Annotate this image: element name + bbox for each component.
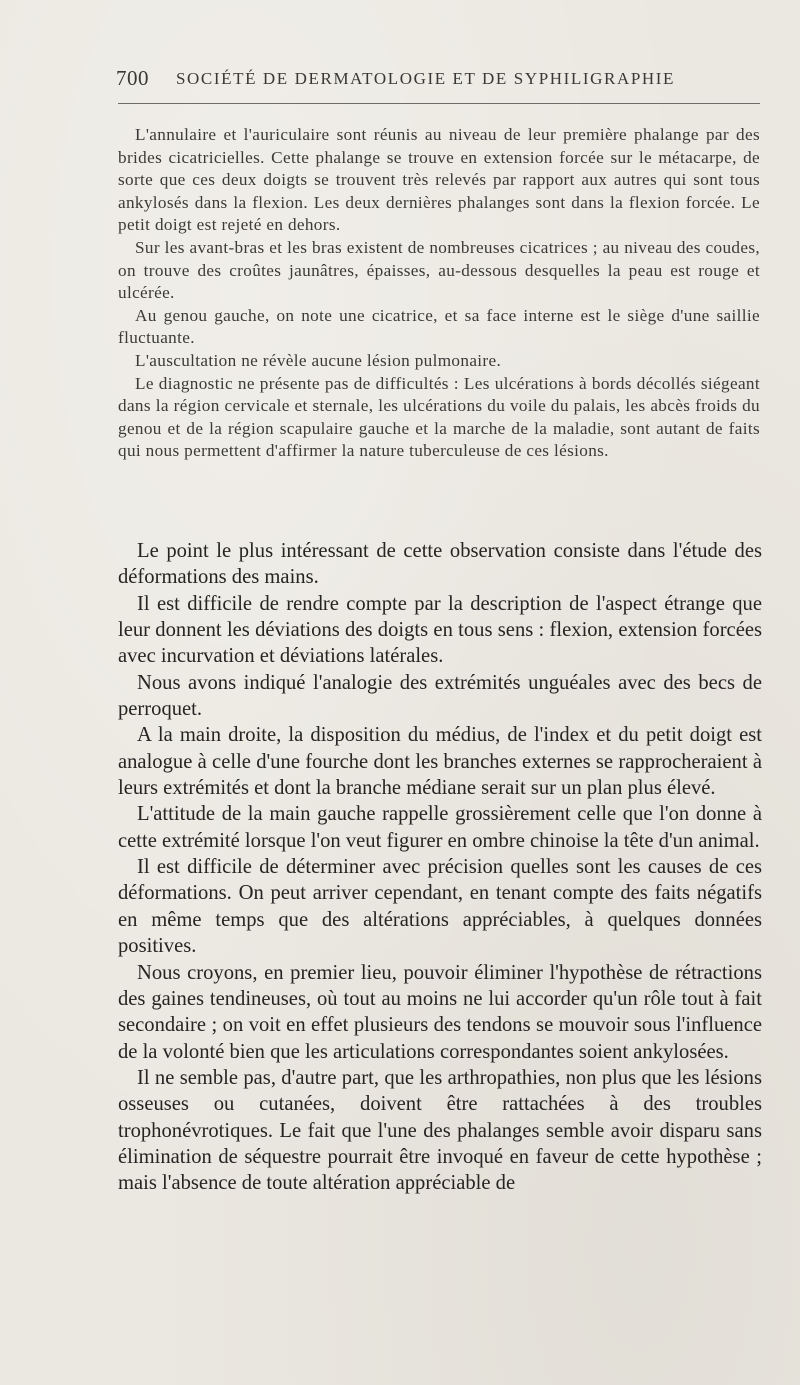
paragraph: L'auscultation ne révèle aucune lésion pulmonaire. — [135, 350, 502, 370]
paragraph: Au genou gauche, on note une cicatrice, et sa face interne est le siège d'une saillie fluctuante. — [118, 305, 760, 348]
paragraph: A la main droite, la disposition du médius, de l'index et du petit doigt est analogue à celle d'une fourche dont les branches externes se rapprocheraient à leurs extrémités et dont la branche médiane serait sur un plan plus élevé. — [118, 724, 762, 800]
header-rule — [118, 103, 760, 104]
paragraph: L'annulaire et l'auriculaire sont réunis au niveau de leur première phalange par des brides cicatricielles. Cette phalange se trouve en extension forcée sur le métacarpe, de sorte que ces deux doigts se trouvent très relevés par rapport aux autres qui sont tous ankylosés dans la flexion. Les deux dernières phalanges sont dans la flexion forcée. Le petit doigt est rejeté en dehors. — [118, 125, 760, 235]
paragraph: L'attitude de la main gauche rappelle grossièrement celle que l'on donne à cette extrémité lorsque l'on veut figurer en ombre chinoise la tête d'un animal. — [118, 803, 762, 852]
paragraph: Nous avons indiqué l'analogie des extrémités unguéales avec des becs de perroquet. — [118, 671, 762, 721]
paragraph: Nous croyons, en premier lieu, pouvoir éliminer l'hypothèse de rétractions des gaines tendineuses, où tout au moins ne lui accorder qu'un rôle tout à fait secondaire ; on voit en effet plusieurs des tendons se mouvoir sous l'influence de la volonté bien que les articulations correspondantes soient ankylosées. — [118, 961, 762, 1063]
paragraph: Le point le plus intéressant de cette observation consiste dans l'étude des déformations des mains. — [118, 540, 762, 589]
small-print-section — [118, 124, 760, 463]
running-title: SOCIÉTÉ DE DERMATOLOGIE ET DE SYPHILIGRAPHIE — [176, 69, 676, 88]
paragraph: Sur les avant-bras et les bras existent de nombreuses cicatrices ; au niveau des coudes, on trouve des croûtes jaunâtres, épaisses, au-dessous desquelles la peau est rouge et ulcérée. — [118, 237, 760, 303]
page-number: 700 — [116, 66, 149, 90]
paragraph: Il est difficile de déterminer avec précision quelles sont les causes de ces déformations. On peut arriver cependant, en tenant compte des faits négatifs en même temps que des altérations appréciables, à quelques données positives. — [118, 856, 762, 958]
page-header — [116, 64, 762, 94]
paragraph: Le diagnostic ne présente pas de difficultés : Les ulcérations à bords décollés siégeant dans la région cervicale et sternale, les ulcérations du voile du palais, les abcès froids du genou et de la région scapulaire gauche et la marche de la maladie, sont autant de faits qui nous permettent d'affirmer la nature tuberculeuse de ces lésions. — [118, 373, 760, 461]
main-text-section — [118, 538, 762, 1197]
paragraph: Il est difficile de rendre compte par la description de l'aspect étrange que leur donnent les déviations des doigts en tous sens : flexion, extension forcées avec incurvation et déviations latérales. — [118, 592, 762, 668]
paragraph: Il ne semble pas, d'autre part, que les arthropathies, non plus que les lésions osseuses ou cutanées, doivent être rattachées à des troubles trophonévrotiques. Le fait que l'une des phalanges semble avoir disparu sans élimination de séquestre pourrait être invoqué en faveur de cette hypothèse ; mais l'absence de toute altération appréciable de — [118, 1066, 762, 1195]
